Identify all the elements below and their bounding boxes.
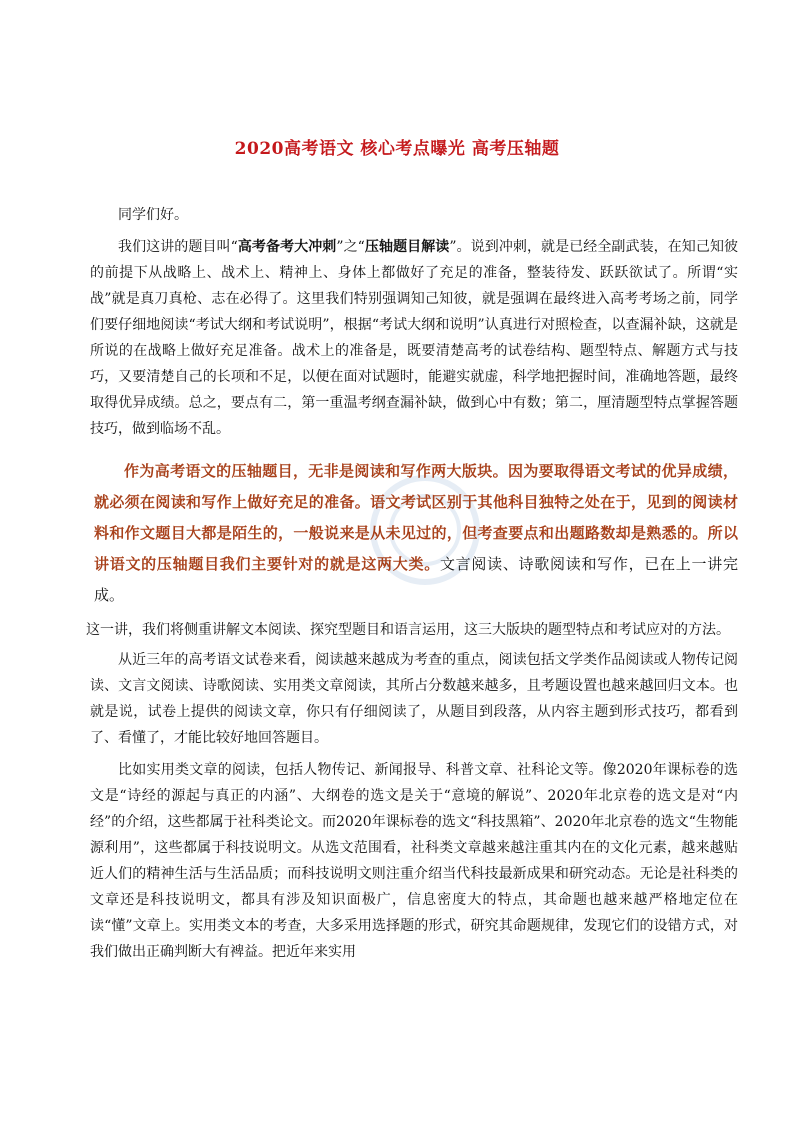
intro-text-c: ”之“ — [336, 239, 365, 255]
intro-text-a: 我们这讲的题目叫“ — [118, 239, 238, 255]
greeting-paragraph: 同学们好。 — [118, 207, 188, 223]
emphasis-paragraph — [90, 456, 738, 611]
intro-text-e: ”。说到冲刺，就是已经全副武装，在知己知彼的前提下从战略上、战术上、精神上、身体上都做好了充足的准备，整装待发、跃跃欲试了。所谓“实战”就是真刀真枪、志在必得了。这里我们特别强调知己知彼，就是强调在最终进入高考考场之前，同学们要仔细地阅读“考试大纲和考试说明”，根据“考试大纲和说明”认真进行对照检查，以查漏补缺，这就是所说的在战略上做好充足准备。战术上的准备是，既要清楚高考的试卷结构、题型特点、解题方式与技巧，又要清楚自己的长项和不足，以便在面对试题时，能避实就虚，科学地把握时间，准确地答题，最终取得优异成绩。总之，要点有二，第一重温考纲查漏补缺，做到心中有数；第二，厘清题型特点掌握答题技巧，做到临场不乱。 — [90, 239, 739, 437]
reading-paragraph: 从近三年的高考语文试卷来看，阅读越来越成为考查的重点，阅读包括文学类作品阅读或人物传记阅读、文言文阅读、诗歌阅读、实用类文章阅读，其所占分数越来越多，且考题设置也越来越回归文本。也就是说，试卷上提供的阅读文章，你只有仔细阅读了，从题目到段落，从内容主题到形式技巧，都看到了、看懂了，才能比较好地回答题目。 — [90, 652, 738, 746]
intro-bold-subtopic: 压轴题目解读 — [364, 239, 450, 255]
focus-paragraph: 这一讲，我们将侧重讲解文本阅读、探究型题目和语言运用，这三大版块的题型特点和考试应对的方法。 — [86, 622, 730, 638]
document-body — [86, 202, 739, 965]
intro-bold-topic: 高考备考大冲刺 — [237, 239, 337, 255]
page-title: 2020高考语文 核心考点曝光 高考压轴题 — [234, 139, 560, 159]
intro-paragraph — [90, 234, 738, 442]
practical-text-paragraph: 比如实用类文章的阅读，包括人物传记、新闻报导、科普文章、社科论文等。像2020年课标卷的选文是“诗经的源起与真正的内涵”、大纲卷的选文是关于“意境的解说”、2020年北京卷的选文是对“内经”的介绍，这些都属于社科类论文。而2020年课标卷的选文“科技黑箱”、2020年北京卷的选文“生物能源利用”，这些都属于科技说明文。从选文范围看，社科类文章越来越注重其内在的文化元素，越来越贴近人们的精神生活与生活品质；而科技说明文则注重介绍当代科技最新成果和研究动态。无论是社科类的文章还是科技说明文，都具有涉及知识面极广，信息密度大的特点，其命题也越来越严格地定位在读“懂”文章上。实用类文本的考查，大多采用选择题的形式，研究其命题规律，发现它们的设错方式，对我们做出正确判断大有裨益。把近年来实用 — [90, 762, 738, 960]
emphasis-bold-text: 作为高考语文的压轴题目，无非是阅读和写作两大版块。因为要取得语文考试的优异成绩，就必须在阅读和写作上做好充足的准备。语文考试区别于其他科目独特之处在于，见到的阅读材料和作文题目大都是陌生的，一般说来是从未见过的，但考查要点和出题路数却是熟悉的。所以讲语文的压轴题目我们主要针对的就是这两大类。 — [94, 462, 738, 573]
emphasis-normal-text: 文言阅读、诗歌阅读和写作，已在上一讲完成。 — [94, 555, 738, 604]
